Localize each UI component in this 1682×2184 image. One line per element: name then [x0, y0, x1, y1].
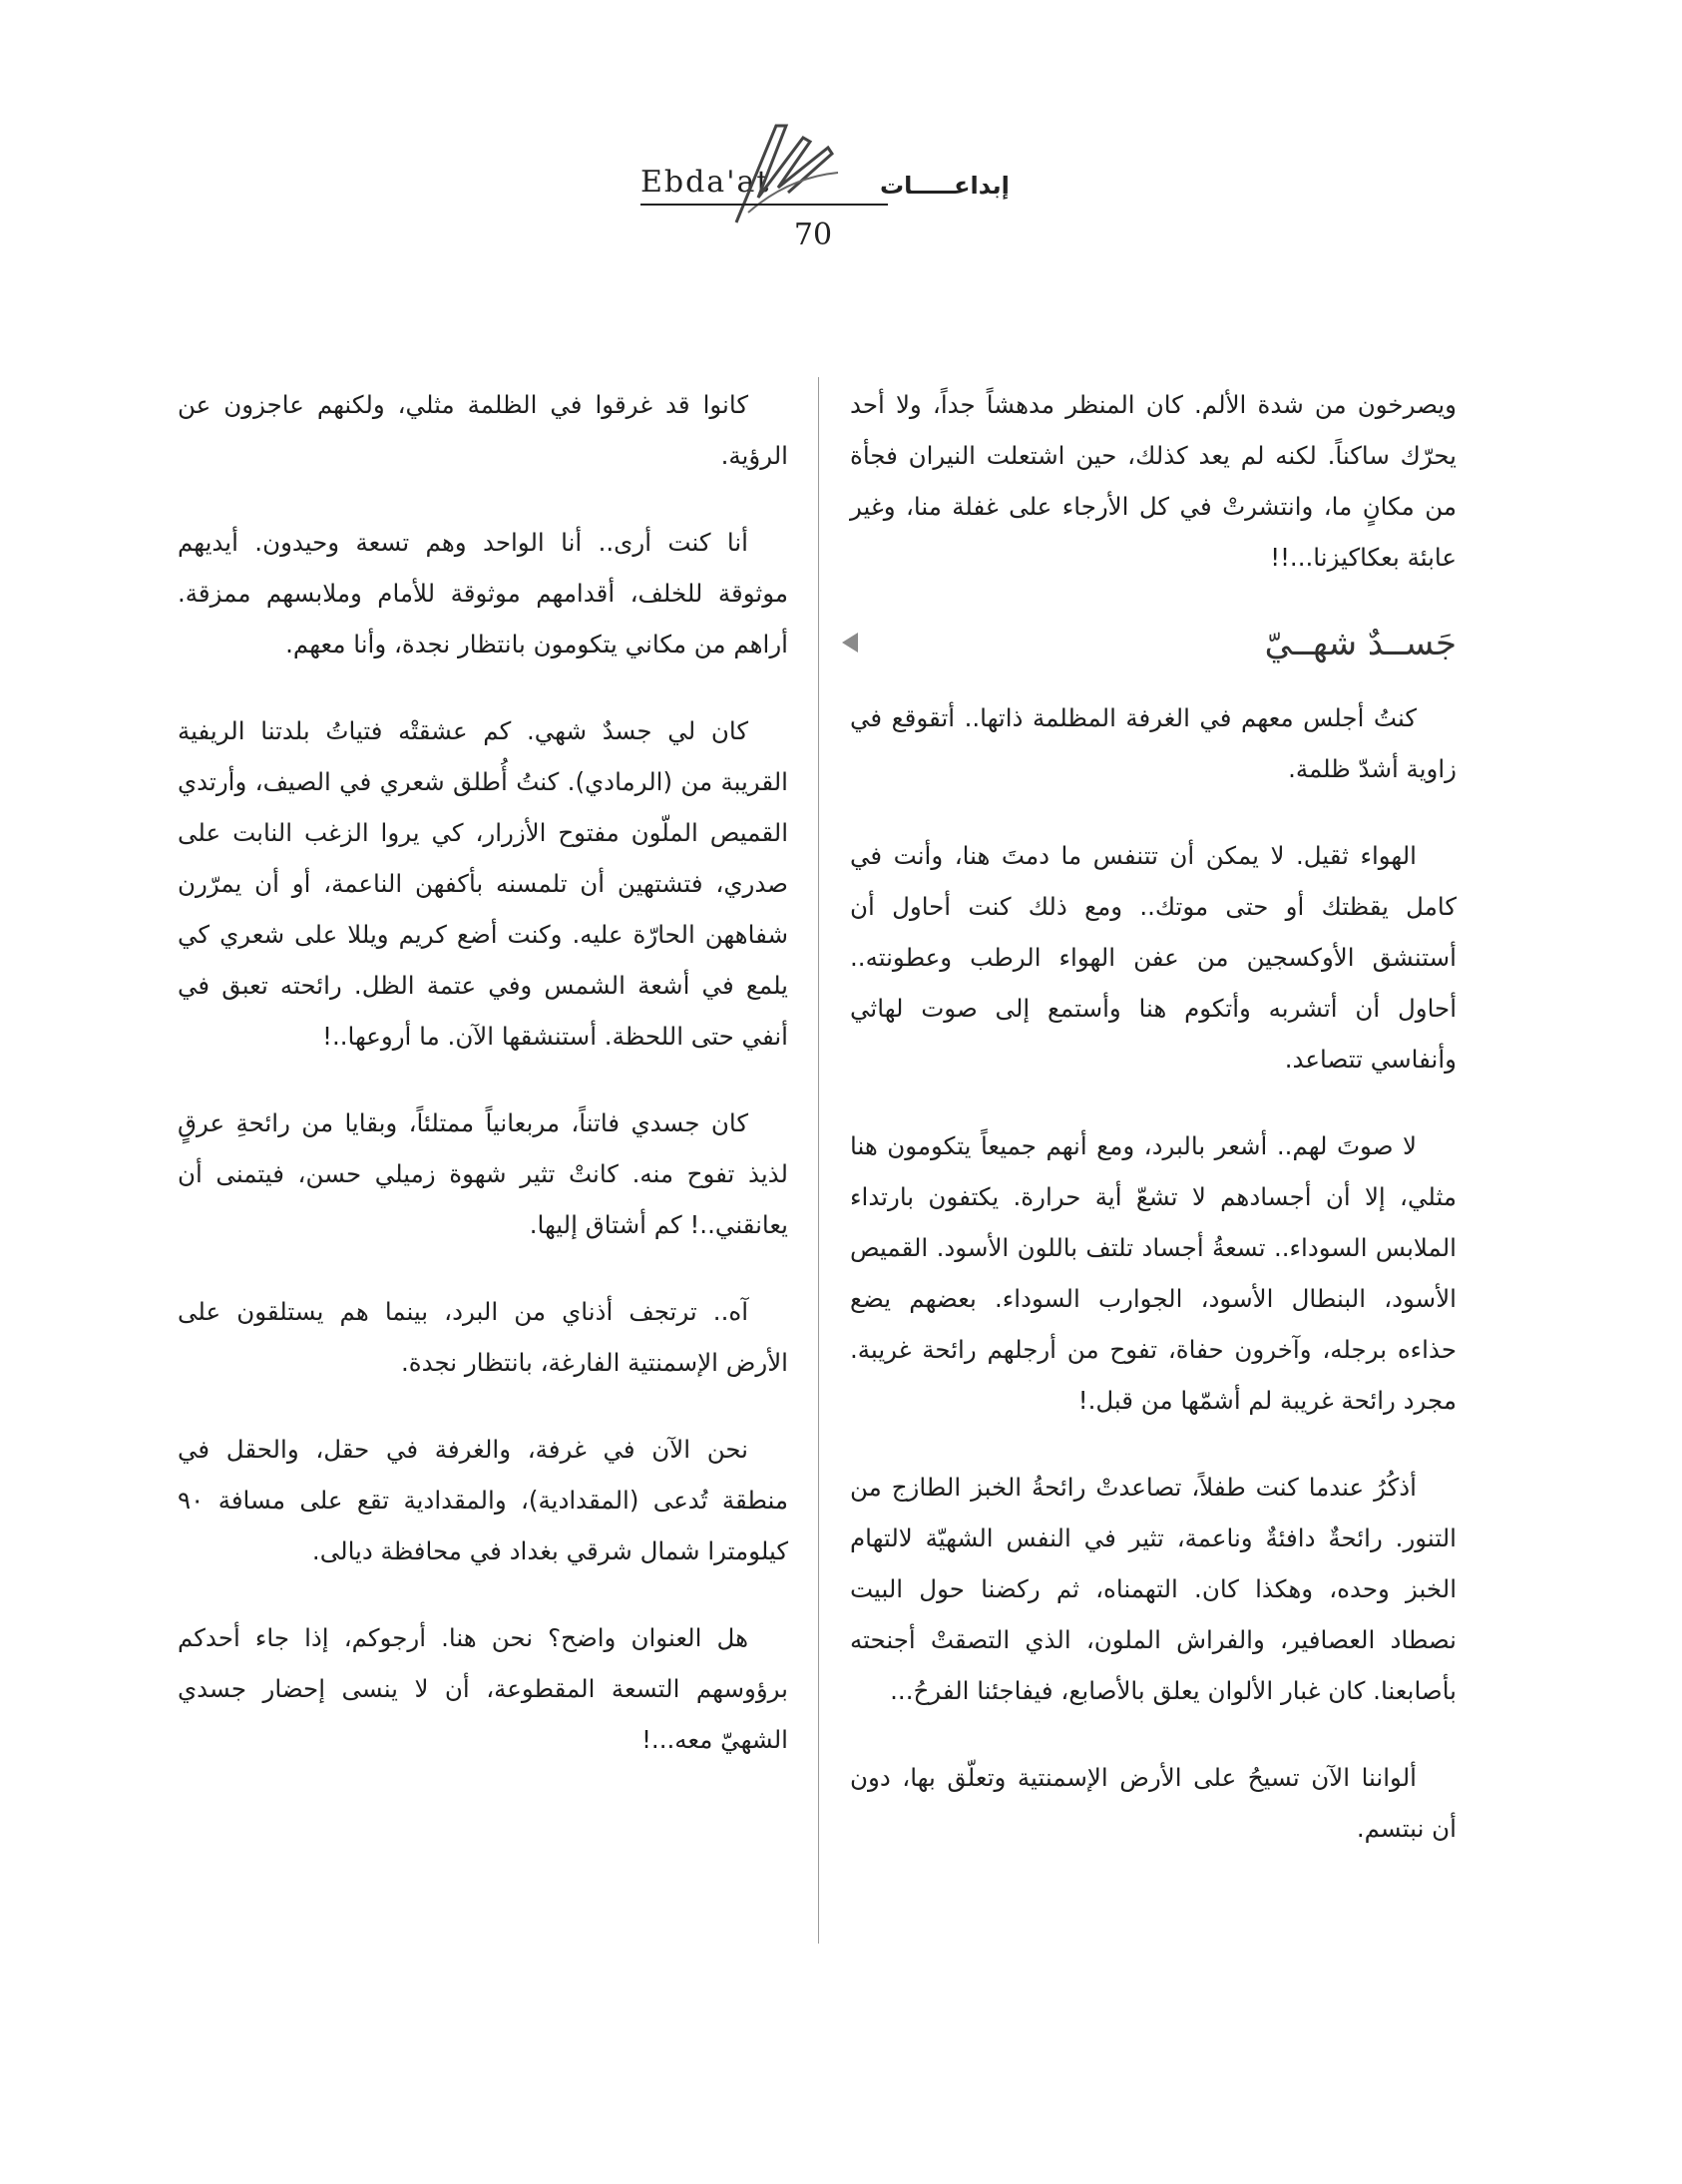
- column-divider: [818, 377, 819, 1944]
- paragraph: ألواننا الآن تسيحُ على الأرض الإسمنتية وتعلّق بها، دون أن نبتسم.: [850, 1763, 1457, 1843]
- paragraph: آه.. ترتجف أذناي من البرد، بينما هم يستلقون على الأرض الإسمنتية الفارغة، بانتظار نجدة.: [178, 1297, 788, 1377]
- brand-arabic-name: إبداعـــــات: [880, 172, 1010, 200]
- paragraph: كنتُ أجلس معهم في الغرفة المظلمة ذاتها.. أتقوقع في زاوية أشدّ ظلمة.: [850, 703, 1457, 783]
- right-column: [850, 379, 1457, 1890]
- page-number: 70: [793, 218, 833, 252]
- paragraph: ويصرخون من شدة الألم. كان المنظر مدهشاً جداً، ولا أحد يحرّك ساكناً. لكنه لم يعد كذلك، حين اشتعلت النيران فجأة من مكانٍ ما، وانتشرتْ في كل الأرجاء على غفلة منا، وغير عابئة بعكاكيزنا...!!: [850, 390, 1457, 572]
- paragraph: أذكُرُ عندما كنت طفلاً، تصاعدتْ رائحةُ الخبز الطازج من التنور. رائحةٌ دافئةٌ وناعمة، تثير في النفس الشهيّة لالتهام الخبز وحده، وهكذا كان. التهمناه، ثم ركضنا حول البيت نصطاد العصافير، والفراش الملون، الذي التصقتْ أجنحته بأصابعنا. كان غبار الألوان يعلق بالأصابع، فيفاجئنا الفرحُ...: [850, 1473, 1457, 1705]
- triangle-marker-icon: [842, 633, 858, 653]
- page-header: [0, 0, 1682, 269]
- paragraph: الهواء ثقيل. لا يمكن أن تتنفس ما دمتَ هنا، وأنت في كامل يقظتك أو حتى موتك.. ومع ذلك كنت أحاول أن أستنشق الأوكسجين من عفن الهواء الرطب وعطونته.. أحاول أن أتشربه وأتكوم هنا وأستمع إلى صوت لهاثي وأنفاسي تتصاعد.: [850, 841, 1457, 1074]
- left-column: [178, 379, 788, 1801]
- section-heading: [850, 619, 1457, 672]
- brand-logo-mark: [728, 118, 848, 227]
- brand-latin-name: Ebda'at: [640, 165, 771, 200]
- section-title: جَســدٌ شهــيّ: [1264, 624, 1457, 663]
- paragraph: كانوا قد غرقوا في الظلمة مثلي، ولكنهم عاجزون عن الرؤية.: [178, 390, 788, 470]
- brand-underline: [640, 204, 888, 206]
- paragraph: هل العنوان واضح؟ نحن هنا. أرجوكم، إذا جاء أحدكم برؤوسهم التسعة المقطوعة، أن لا ينسى إحضار جسدي الشهيّ معه...!: [178, 1623, 788, 1754]
- paragraph: نحن الآن في غرفة، والغرفة في حقل، والحقل في منطقة تُدعى (المقدادية)، والمقدادية تقع على مسافة ٩٠ كيلومترا شمال شرقي بغداد في محافظة ديالى.: [178, 1435, 788, 1565]
- paragraph: كان جسدي فاتناً، مربعانياً ممتلئاً، وبقايا من رائحةِ عرقٍ لذيذ تفوح منه. كانتْ تثير شهوة زميلي حسن، فيتمنى أن يعانقني..! كم أشتاق إليها.: [178, 1108, 788, 1239]
- paragraph: كان لي جسدٌ شهي. كم عشقتْه فتياتُ بلدتنا الريفية القريبة من (الرمادي). كنتُ أُطلق شعري في الصيف، وأرتدي القميص الملّون مفتوح الأزرار، كي يروا الزغب النابت على صدري، فتشتهين أن تلمسنه بأكفهن الناعمة، أو أن يمرّرن شفاههن الحارّة عليه. وكنت أضع كريم ويللا على شعري كي يلمع في أشعة الشمس وفي عتمة الظل. رائحته تعبق في أنفي حتى اللحظة. أستنشقها الآن. ما أروعها..!: [178, 716, 788, 1051]
- paragraph: لا صوتَ لهم.. أشعر بالبرد، ومع أنهم جميعاً يتكومون هنا مثلي، إلا أن أجسادهم لا تشعّ أية حرارة. يكتفون بارتداء الملابس السوداء.. تسعةُ أجساد تلتف باللون الأسود. القميص الأسود، البنطال الأسود، الجوارب السوداء. بعضهم يضع حذاءه برجله، وآخرون حفاة، تفوح من أرجلهم رائحة غريبة. مجرد رائحة غريبة لم أشمّها من قبل.!: [850, 1131, 1457, 1415]
- paragraph: أنا كنت أرى.. أنا الواحد وهم تسعة وحيدون. أيديهم موثوقة للخلف، أقدامهم موثوقة للأمام وملابسهم ممزقة. أراهم من مكاني يتكومون بانتظار نجدة، وأنا معهم.: [178, 528, 788, 658]
